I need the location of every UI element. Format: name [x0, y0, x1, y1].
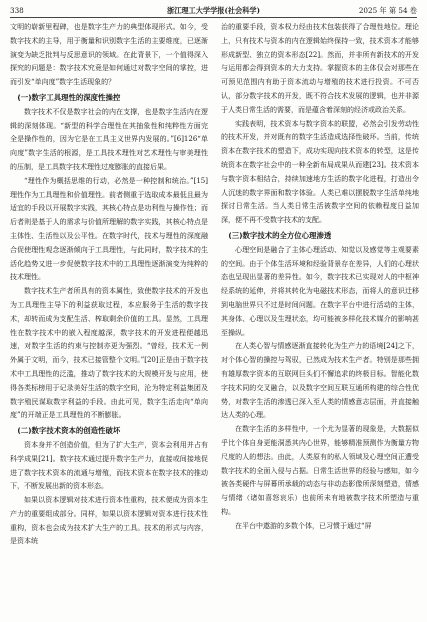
paragraph: 资本身并不创造价值，但为了扩大生产，资本会利用并占有科学成果[21]。数字技术通过提升数字生产力，直接或间接地促进了数字技术资本的流通与增殖，而技术资本在数字技术的推动下，不断发展出新的资本形态。 — [10, 440, 208, 491]
paragraph: 数字技术生产者所具有的资本属性，致使数字技术的开发也为工具理性主导下的利益获取过程，本应服务于生活的数字技术，却转而成为支配生活、榨取剩余价值的工具。显然，工具理性在数字技术中的嵌入程度越深，数字技术的开发进程便越迅速，对数字生活的约束与控制亦更为强烈。“曾经，技术无一例外属于文明，而今，技术已接管整个文明。”[20]正是由于数字技术中工具理性的泛滥，推动了数字技术的大规模开发与应用，使得各类标榜用于记录美好生活的数字空间，沦为特定利益集团及数字殖民谋取数字利益的手段。由此可见，数字生活走向“单向度”的开端正是工具理性的不断膨胀。 — [10, 287, 208, 420]
section-heading: (三)数字技术的全方位心理渗透 — [228, 230, 332, 240]
paragraph: 治的重要手段，资本权力经由技术包装获得了合理性地位。理论上，只有技术与资本的内在逻辑始终保持一致，技术资本才能够形成新型、独立的资本形态[22]。然而，并非所有新技术的开发与运用都会得到资本的大力支持。掌握资本的主体仅会对那些在可预见范围内有助于资本流动与增殖的技术进行投资。不可否认，部分数字技术的开发，既不符合技术发展的逻辑，也并非源于人类日常生活的需要，而是蕴含着深刻的经济或政治关系。 — [221, 23, 419, 114]
paragraph: 如果以资本逻辑对技术进行资本性重构，技术便成为资本生产力的重要组成部分。同样，如果以资本逻辑对资本进行技术性重构，资本也会成为技术扩大生产的工具。技术的形式与内容，是资本统 — [10, 496, 208, 546]
issue-info: 2025 年 第 54 卷 — [358, 6, 417, 15]
journal-title: 浙江理工大学学报(社会科学) — [166, 6, 261, 15]
paragraph: 心理空间是融合了主体心理活动、知觉以及感觉等主观要素的空间。由于个体生活环境和经验背景存在差异，人们的心理状态也呈现出显著的差异性。如今，数字技术已实现对人的中枢神经系统的延伸，并将其转化为电磁技术形态，而将人的意识迁移到电脑世界只不过是时间问题。在数字平台中进行活动的主体，其身体、心理以及生理状态，均可能被多样化技术媒介的影响甚至操纵。 — [221, 245, 419, 337]
paragraph: 数字技术不仅是数字社会的内在支撑，也是数字生活内在逻辑的深刻体现。“新型的科学合理性在其抽象性和纯粹性方面完全是操作性的，因为它是在工具主义世界内发展的。”[6]126“单向度”数字生活的根源，是工具技术理性对艺术理性与审美理性的压制，是工具数字技术理性过度膨胀的直接后果。 — [10, 107, 208, 171]
paragraph: 在数字生活的多样性中，一个尤为显著的现象是，大数据似乎比个体自身更能洞悉其内心世界，能够精准预测作为衡量方物尺度的人的想法。由此，人类原有的私人领域及心理空间正遭受数字技术的全面入侵与占据。日常生活世界的经验与感知，如今被各类硬件与屏幕所承载的动态与非动态影像所深刻塑造，情感与情绪（诸如喜怒哀乐）也前所未有地被数字技术所塑造与重构。 — [221, 425, 419, 516]
paragraph: “理性作为概括思维的行动，必然是一种控制和统治。”[15]理性作为工具理性和价值理性。前者侧重于选取成本最低且最为适宜的手段以开展数字实践，其核心特点是功利性与操作性；而后者则是基于人的需求与价值所理解的数字实践，其核心特点是主体性、生活性以及公平性。在数字时代，技术与理性的深度融合促使理性观念逐渐倾向于工具理性，与此同时，数字技术的生活化趋势又进一步促使数字技术中的工具理性逐渐演变为纯粹的技术理性。 — [10, 176, 208, 282]
paragraph: 文明的崭新里程碑，也是数字生产力的典型体现形式。如今，受数字技术的主导，用于衡量和识别数字生活的主要维度，已逐渐演变为缺乏批判与反思意识的领域。在此背景下，一个值得深入探究的问题是：数字技术究竟是如何通过对数字空间的掌控，进而引发“单向度”数字生活现象的？ — [10, 23, 208, 87]
paragraph: 实践表明，技术资本与数字资本的联盟，必然会引发劳动性的技术开发，并对既有的数字生活造成选择性破坏。当前，传统资本在数字技术的塑造下，成功实现向技术资本的转型，这是传统资本在数字社会中的一种全新布局成果从而建[23]。技术资本与数字资本相结合，持续加速地方生活的数字化进程，打造出令人沉迷的数字界面和数字体验。人类已难以摆脱数字生活单纯地探讨日常生活。当人类日常生活被数字空间的依赖程度日益加深，便不再不受数字技术的支配。 — [221, 119, 419, 225]
page-header — [10, 4, 417, 18]
paragraph: 在人类心智与情感逐渐直接转化为生产力的语境[24]之下，对个体心智的操控与驾驭，已然成为技术生产者。特别是那些拥有雄厚数字资本的互联网巨头们不懈追求的终极目标。智能化数字技术同的交叉融合，以及数字空间互联互通所构建的综合性优势，对数字生活的渗透已深入至人类的情感意志层面，并直接触达人类的心理。 — [221, 342, 419, 420]
section-heading: (一)数字工具理性的深度性操控 — [17, 92, 121, 102]
section-heading: (二)数字技术资本的创造性破坏 — [17, 426, 121, 436]
right-column — [221, 21, 419, 616]
paragraph: 在平台中遨游的多数个体，已习惯于通过“屏 — [235, 521, 372, 530]
left-column — [10, 21, 208, 616]
page-number: 338 — [10, 6, 24, 15]
